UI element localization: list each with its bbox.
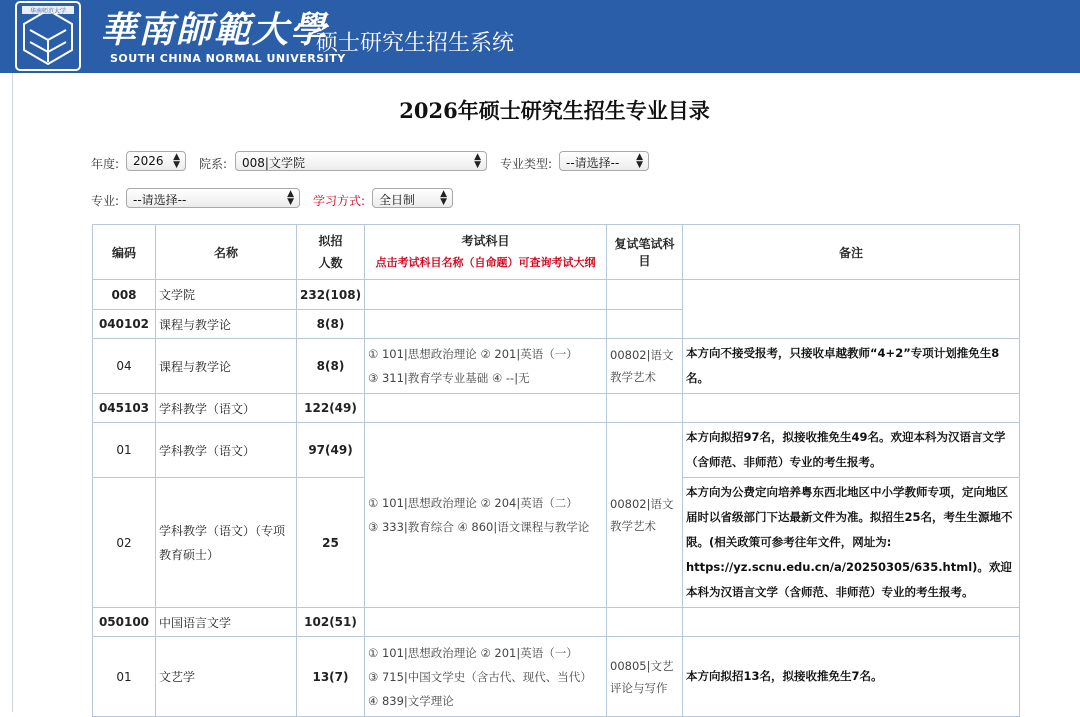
select-arrows-icon: ▲ ▼ [636,152,643,170]
row-code: 050100 [93,608,156,637]
major-select[interactable] [126,188,300,208]
col-retest: 复试笔试科目 [607,225,683,280]
select-arrows-icon: ▲ ▼ [173,152,180,170]
exam-syllabus-hint: 点击考试科目名称（自命题）可查询考试大纲 [375,256,596,269]
table-row [93,280,1020,310]
page-title: 2026年硕士研究生招生专业目录 [399,98,710,123]
row-exam-subjects[interactable] [365,423,607,608]
type-select-value: --请选择-- [566,156,620,170]
col-quota-line1: 拟招 [318,234,343,248]
brand-chinese-name: 華南師範大學 [100,9,329,51]
col-exam-title: 考试科目 [461,234,510,248]
row-remark [683,608,1020,637]
table-row [93,637,1020,717]
col-quota [297,225,365,280]
site-header [0,0,1080,73]
row-code: 01 [93,423,156,478]
row-quota: 25 [297,478,365,608]
row-retest: 00802|语文教学艺术 [607,339,683,394]
row-exam [365,280,607,310]
select-arrows-icon: ▲ ▼ [287,189,294,207]
row-name: 中国语言文学 [156,608,297,637]
row-exam [365,310,607,339]
year-select[interactable] [126,151,186,171]
col-quota-line2: 人数 [318,256,343,270]
row-code: 04 [93,339,156,394]
table-header-row [93,225,1020,280]
row-name: 文学院 [156,280,297,310]
row-retest [607,394,683,423]
row-quota: 8(8) [297,339,365,394]
exam-line[interactable]: ① 101|思想政治理论 ② 201|英语（一） [368,645,578,660]
row-name: 学科教学（语文） [156,394,297,423]
university-logo[interactable] [12,0,84,72]
row-remark: 本方向拟招97名，拟接收推免生49名。欢迎本科为汉语言文学（含师范、非师范）专业的考生报考。 [683,423,1020,478]
svg-text:华南师范大学: 华南师范大学 [29,8,67,15]
catalog-table [92,224,1020,717]
row-retest [607,310,683,339]
major-label: 专业: [91,194,120,208]
row-retest [607,280,683,310]
study-mode-select-value: 全日制 [379,193,416,207]
dept-label: 院系: [199,157,228,171]
system-title: 硕士研究生招生系统 [316,31,515,56]
row-retest: 00802|语文教学艺术 [607,423,683,608]
row-remark [683,394,1020,423]
row-remark: 本方向不接受报考，只接收卓越教师“4+2”专项计划推免生8名。 [683,339,1020,394]
row-exam-subjects[interactable] [365,637,607,717]
table-row [93,394,1020,423]
col-exam [365,225,607,280]
major-select-value: --请选择-- [133,193,187,207]
study-mode-label: 学习方式: [313,194,366,208]
table-row [93,339,1020,394]
dept-select[interactable] [235,151,487,171]
row-quota: 122(49) [297,394,365,423]
row-code: 040102 [93,310,156,339]
row-remark [683,280,1020,339]
row-remark: 本方向拟招13名，拟接收推免生7名。 [683,637,1020,717]
exam-line[interactable]: ① 101|思想政治理论 ② 201|英语（一） [368,347,578,361]
col-code: 编码 [93,225,156,280]
row-quota: 8(8) [297,310,365,339]
row-code: 045103 [93,394,156,423]
row-quota: 102(51) [297,608,365,637]
table-row [93,608,1020,637]
row-exam-subjects[interactable] [365,339,607,394]
table-row [93,423,1020,478]
type-label: 专业类型: [500,157,553,171]
select-arrows-icon: ▲ ▼ [474,152,481,170]
exam-line[interactable]: ① 101|思想政治理论 ② 204|英语（二） [368,496,578,510]
col-remark: 备注 [683,225,1020,280]
row-retest [607,608,683,637]
row-name: 文艺学 [156,637,297,717]
select-arrows-icon: ▲ ▼ [440,189,447,207]
type-select[interactable] [559,151,649,171]
row-exam [365,394,607,423]
shield-logo-icon [12,0,84,72]
row-name: 课程与教学论 [156,310,297,339]
dept-select-value: 008|文学院 [242,156,305,170]
col-name: 名称 [156,225,297,280]
exam-line[interactable]: ③ 715|中国文学史（含古代、现代、当代） ④ 839|文学理论 [368,669,592,708]
year-label: 年度: [91,157,120,171]
row-quota: 13(7) [297,637,365,717]
exam-line[interactable]: ③ 311|教育学专业基础 ④ --|无 [368,371,530,385]
row-retest: 00805|文艺评论与写作 [607,637,683,717]
study-mode-select[interactable] [372,188,453,208]
row-name: 学科教学（语文）（专项教育硕士） [156,478,297,608]
row-name: 学科教学（语文） [156,423,297,478]
row-name: 课程与教学论 [156,339,297,394]
row-code: 01 [93,637,156,717]
row-code: 008 [93,280,156,310]
row-remark: 本方向为公费定向培养粤东西北地区中小学教师专项，定向地区届时以省级部门下达最新文件为准。拟招生25名，考生生源地不限。(相关政策可参考往年文件，网址为: https://yz.scnu.edu.cn/a/20250305/635.html)。欢迎本科为汉语言文学（含师范、非师范）专业的考生报考。 [683,478,1020,608]
exam-line[interactable]: ③ 333|教育综合 ④ 860|语文课程与教学论 [368,520,590,534]
brand-english-name: SOUTH CHINA NORMAL UNIVERSITY [110,52,346,65]
row-code: 02 [93,478,156,608]
main-content [12,73,1080,712]
year-select-value: 2026 [133,154,164,168]
row-quota: 97(49) [297,423,365,478]
row-quota: 232(108) [297,280,365,310]
row-exam [365,608,607,637]
